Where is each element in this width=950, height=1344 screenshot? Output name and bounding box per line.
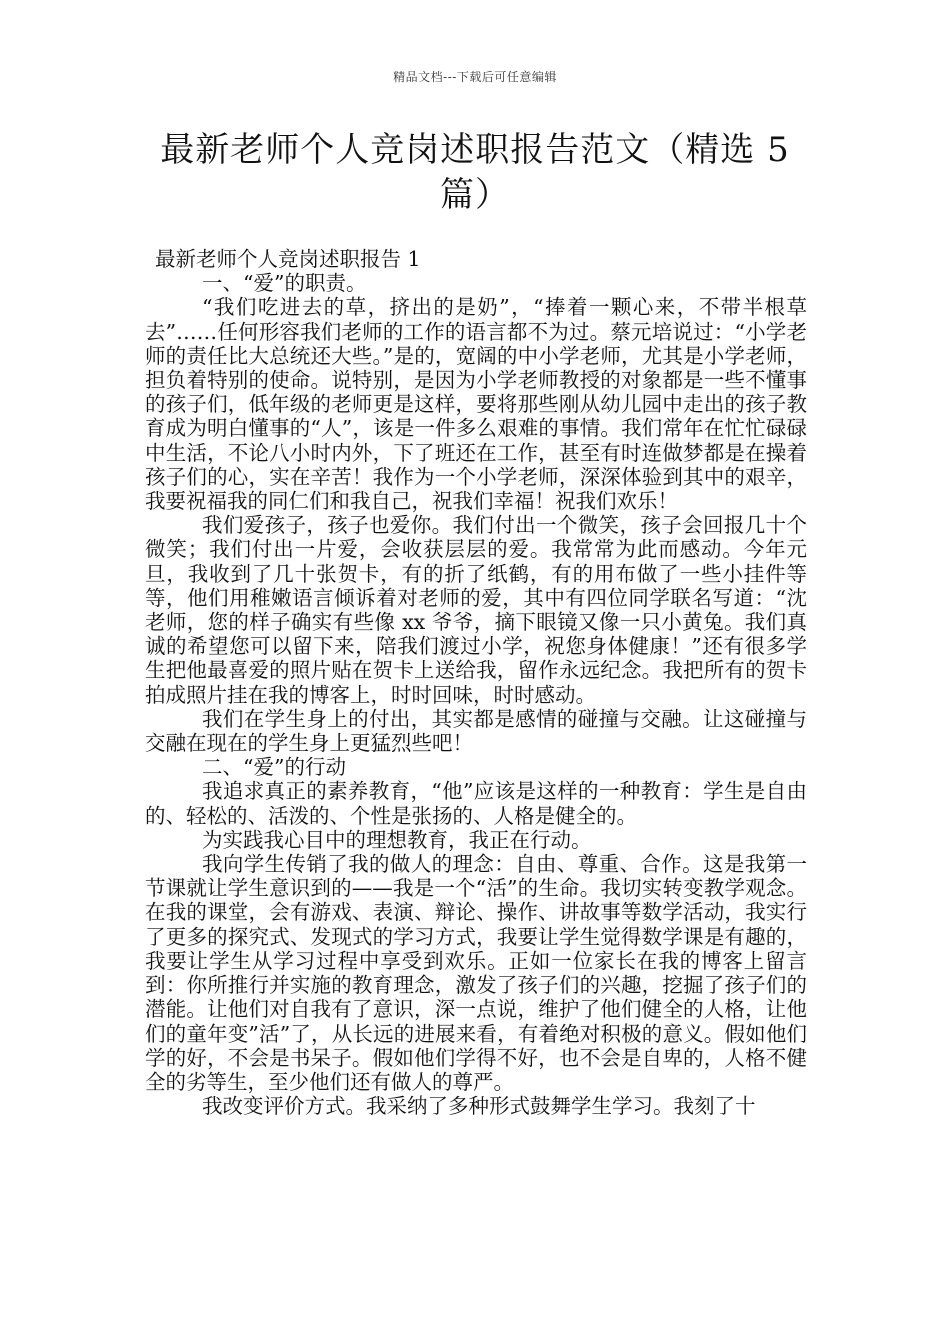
body-paragraph: 我们在学生身上的付出，其实都是感情的碰撞与交融。让这碰撞与交融在现在的学生身上更猛烈些吧！ xyxy=(145,706,807,756)
document-body xyxy=(145,247,807,1118)
paragraph-list xyxy=(145,271,807,1118)
body-paragraph: “我们吃进去的草，挤出的是奶”，“捧着一颗心来，不带半根草去”……任何形容我们老师的工作的语言都不为过。蔡元培说过：“小学老师的责任比大总统还大些。”是的，宽阔的中小学老师，尤其是小学老师，担负着特别的使命。说特别，是因为小学老师教授的对象都是一些不懂事的孩子们，低年级的老师更是这样，要将那些刚从幼儿园中走出的孩子教育成为明白懂事的“人”，该是一件多么艰难的事情。我们常年在忙忙碌碌中生活，不论八小时内外，下了班还在工作，甚至有时连做梦都是在操着孩子们的心，实在辛苦！我作为一个小学老师，深深体验到其中的艰辛，我要祝福我的同仁们和我自己，祝我们幸福！祝我们欢乐！ xyxy=(145,295,807,514)
body-paragraph: 我们爱孩子，孩子也爱你。我们付出一个微笑，孩子会回报几十个微笑；我们付出一片爱，会收获层层的爱。我常常为此而感动。今年元旦，我收到了几十张贺卡，有的折了纸鹤，有的用布做了一些小挂件等等，他们用稚嫩语言倾诉着对老师的爱，其中有四位同学联名写道：“沈老师，您的样子确实有些像 xx 爷爷，摘下眼镜又像一只小黄兔。我们真诚的希望您可以留下来，陪我们渡过小学，祝您身体健康！”还有很多学生把他最喜爱的照片贴在贺卡上送给我，留作永远纪念。我把所有的贺卡拍成照片挂在我的博客上，时时回味，时时感动。 xyxy=(145,513,807,707)
section-heading: 二、“爱”的行动 xyxy=(202,755,346,780)
body-paragraph: 我追求真正的素养教育，“他”应该是这样的一种教育：学生是自由的、轻松的、活泼的、个性是张扬的、人格是健全的。 xyxy=(145,779,807,828)
document-title: 最新老师个人竞岗述职报告范文（精选 5 篇） xyxy=(160,130,790,215)
page-header-note: 精品文档---下载后可任意编辑 xyxy=(393,70,557,84)
body-paragraph: 我改变评价方式。我采纳了多种形式鼓舞学生学习。我刻了十 xyxy=(202,1094,756,1119)
body-paragraph: 我向学生传销了我的做人的理念：自由、尊重、合作。这是我第一节课就让学生意识到的——我是一个“活”的生命。我切实转变教学观念。在我的课堂，会有游戏、表演、辩论、操作、讲故事等数学活动，我实行了更多的探究式、发现式的学习方式，我要让学生觉得数学课是有趣的，我要让学生从学习过程中享受到欢乐。正如一位家长在我的博客上留言到：你所推行并实施的教育理念，激发了孩子们的兴趣，挖掘了孩子们的潜能。让他们对自我有了意识，深一点说，维护了他们健全的人格，让他们的童年变”活”了，从长远的进展来看，有着绝对积极的意义。假如他们学的好，不会是书呆子。假如他们学得不好，也不会是自卑的，人格不健全的劣等生，至少他们还有做人的尊严。 xyxy=(145,852,807,1094)
body-paragraph: 为实践我心目中的理想教育，我正在行动。 xyxy=(202,827,592,852)
report-subheading: 最新老师个人竞岗述职报告 1 xyxy=(155,247,421,271)
section-heading: 一、“爱”的职责。 xyxy=(202,271,367,296)
